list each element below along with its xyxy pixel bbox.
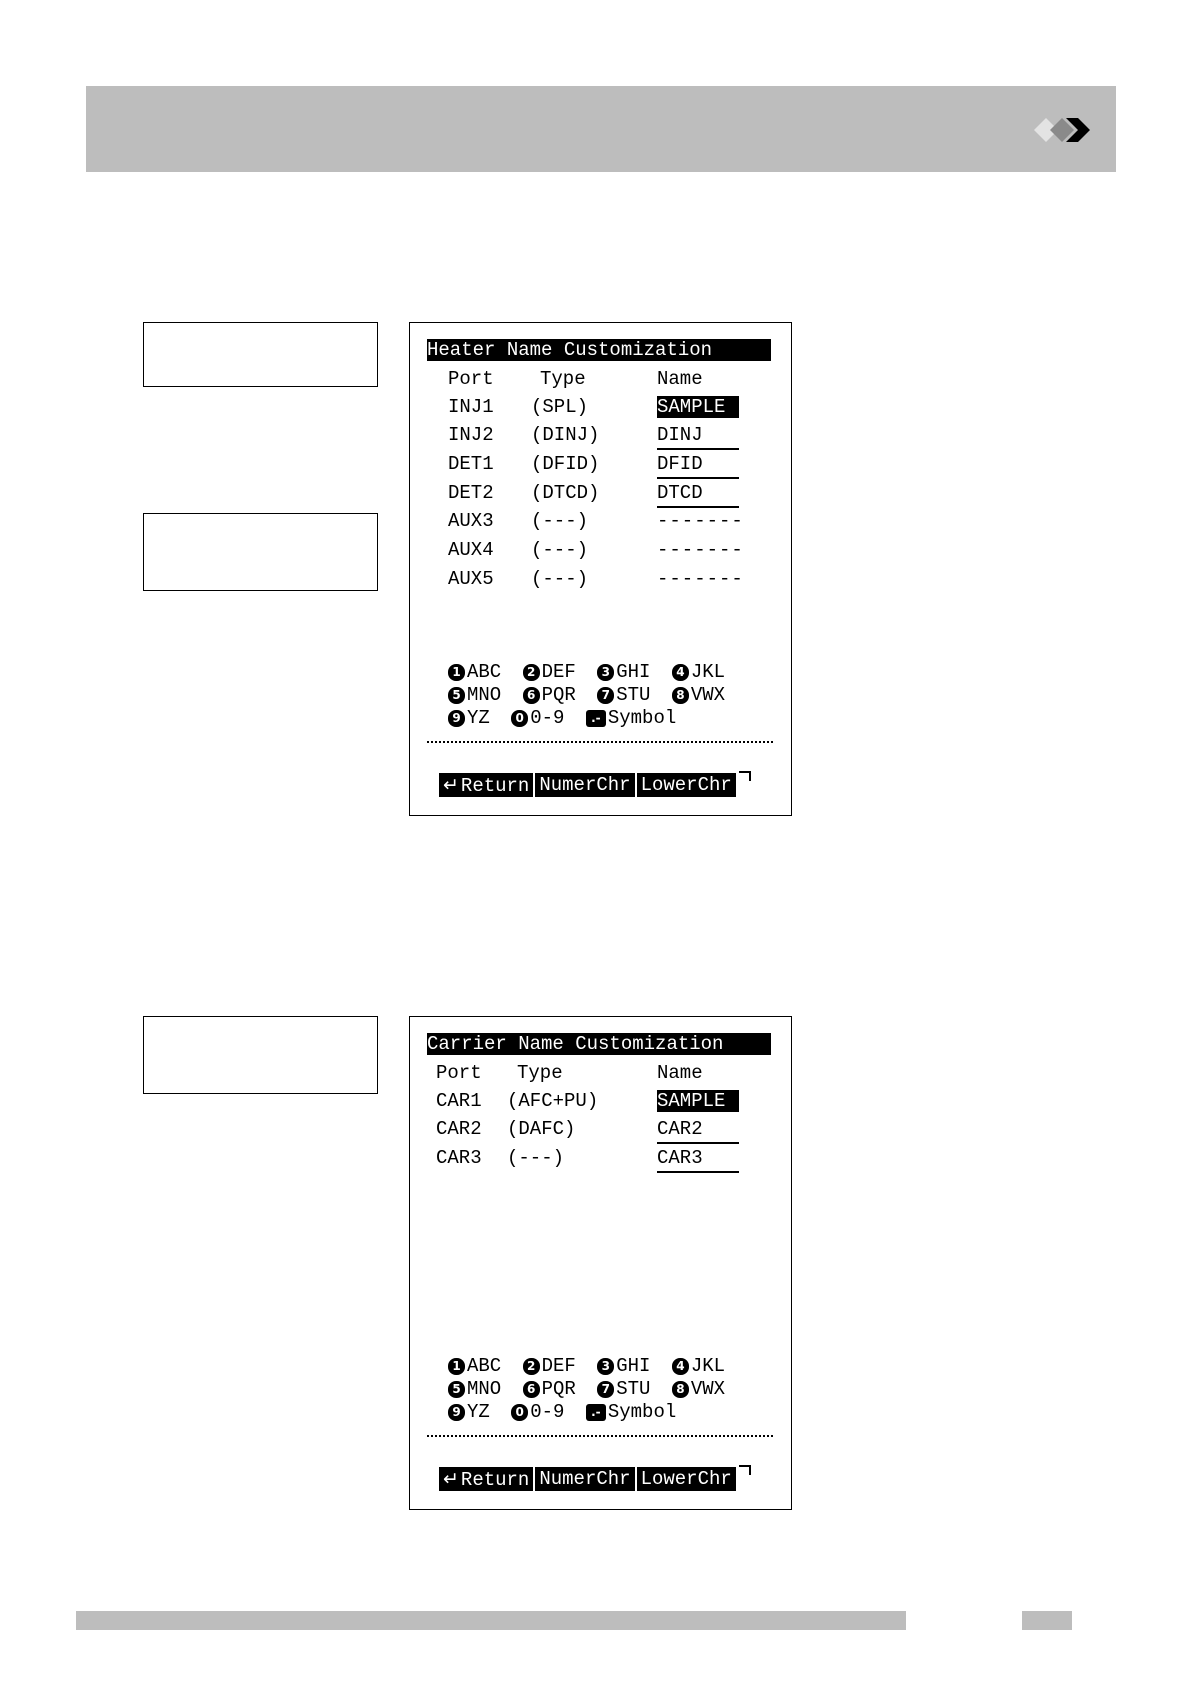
key-label: Symbol [607,1401,677,1423]
key-label: GHI [616,1355,651,1377]
key-badge: 0 [511,710,528,727]
key-badge: 9 [448,710,465,727]
keypad-key[interactable] [448,1401,490,1423]
annotation-box-3 [143,1016,378,1094]
name-field[interactable]: SAMPLE [657,396,739,418]
key-badge: 7 [597,1381,614,1398]
key-label: STU [616,1378,651,1400]
numerchr-button[interactable]: NumerChr [535,1467,636,1491]
column-header-name: Name [657,368,703,390]
type-cell: (---) [531,568,589,590]
port-cell: INJ1 [448,396,494,418]
keypad-key[interactable] [672,684,725,706]
key-label: STU [616,684,651,706]
key-label: PQR [541,684,576,706]
keypad-key[interactable] [523,661,576,683]
softkey-label: Return [460,775,530,797]
key-badge: 9 [448,1404,465,1421]
key-badge: .- [586,1404,606,1421]
key-badge: 6 [523,687,540,704]
keypad-key[interactable] [511,1401,564,1423]
keypad-key[interactable] [448,661,501,683]
keypad-key[interactable] [597,684,650,706]
key-label: YZ [467,707,490,729]
type-cell: (DTCD) [531,482,600,504]
port-cell: AUX3 [448,510,494,532]
keypad-key[interactable] [672,1355,725,1377]
softkey-label: Return [460,1469,530,1491]
column-header-port: Port [436,1062,482,1084]
keypad-row [448,707,676,729]
keypad-row [448,1355,725,1377]
key-badge: 2 [523,664,540,681]
key-badge: 8 [672,1381,689,1398]
keypad-key[interactable] [523,1355,576,1377]
keypad-key[interactable] [597,661,650,683]
type-cell: (DFID) [531,453,600,475]
keypad-key[interactable] [448,684,501,706]
keypad-key[interactable] [523,1378,576,1400]
keypad-key[interactable] [523,684,576,706]
key-label: JKL [690,1355,726,1377]
chevron-right-icon [1032,114,1102,146]
softkey-bar [439,773,736,797]
footer-page-block [1022,1611,1072,1630]
port-cell: AUX5 [448,568,494,590]
keypad-row [448,661,725,683]
key-label: 0-9 [530,707,565,729]
key-badge: 7 [597,687,614,704]
keypad-row [448,1401,676,1423]
column-header-port: Port [448,368,494,390]
type-cell: (SPL) [531,396,589,418]
header-band [86,86,1116,172]
key-label: PQR [541,1378,576,1400]
port-cell: INJ2 [448,424,494,446]
heater-name-screen [409,322,792,816]
screen-title: Carrier Name Customization [427,1033,771,1055]
key-label: MNO [467,1378,502,1400]
carrier-name-screen [409,1016,792,1510]
type-cell: (DINJ) [531,424,600,446]
port-cell: DET1 [448,453,494,475]
key-badge: 3 [597,1358,614,1375]
key-badge: 4 [672,664,689,681]
enter-icon: ↵ [443,1468,459,1490]
port-cell: CAR2 [436,1118,482,1140]
key-badge: 5 [448,687,465,704]
key-badge: 0 [511,1404,528,1421]
enter-icon: ↵ [443,774,459,796]
softkey-bar [439,1467,736,1491]
name-field[interactable]: DTCD [657,482,739,508]
lowerchr-button[interactable]: LowerChr [640,774,732,796]
lowerchr-button[interactable]: LowerChr [640,1468,732,1490]
screen-title: Heater Name Customization [427,339,771,361]
key-badge: 1 [448,664,465,681]
keypad-row [448,684,725,706]
keypad-key[interactable] [586,1401,676,1423]
key-label: YZ [467,1401,490,1423]
key-label: Symbol [607,707,677,729]
name-field[interactable]: CAR3 [657,1147,739,1173]
type-cell: (---) [531,539,589,561]
keypad-key[interactable] [448,1378,501,1400]
port-cell: CAR1 [436,1090,482,1112]
return-button[interactable] [439,1467,535,1491]
key-label: DEF [541,661,576,683]
footer-bar [76,1611,906,1630]
keypad-key[interactable] [672,661,725,683]
keypad-key[interactable] [511,707,564,729]
name-field[interactable]: ------- [657,568,744,590]
key-badge: 2 [523,1358,540,1375]
column-header-name: Name [657,1062,703,1084]
name-field[interactable]: ------- [657,539,744,561]
keypad-key[interactable] [448,1355,501,1377]
name-field[interactable]: DINJ [657,424,739,450]
key-badge: 6 [523,1381,540,1398]
key-label: GHI [616,661,651,683]
name-field[interactable]: CAR2 [657,1118,739,1144]
return-button[interactable] [439,773,535,797]
key-badge: 1 [448,1358,465,1375]
key-label: VWX [690,1378,726,1400]
key-badge: 5 [448,1381,465,1398]
name-field[interactable]: DFID [657,453,739,479]
numerchr-button[interactable]: NumerChr [535,773,636,797]
key-label: ABC [467,1355,502,1377]
key-label: ABC [467,661,502,683]
port-cell: DET2 [448,482,494,504]
key-badge: .- [586,710,606,727]
keypad-key[interactable] [448,707,490,729]
type-cell: (DAFC) [507,1118,576,1140]
name-field[interactable]: ------- [657,510,744,532]
key-label: 0-9 [530,1401,565,1423]
keypad-key[interactable] [597,1355,650,1377]
key-badge: 8 [672,687,689,704]
port-cell: AUX4 [448,539,494,561]
key-label: VWX [690,684,726,706]
type-cell: (AFC+PU) [507,1090,599,1112]
key-badge: 3 [597,664,614,681]
column-header-type: Type [540,368,586,390]
port-cell: CAR3 [436,1147,482,1169]
page-tab-icon [739,771,751,781]
key-label: JKL [690,661,726,683]
keypad-row [448,1378,725,1400]
name-field[interactable]: SAMPLE [657,1090,739,1112]
type-cell: (---) [507,1147,565,1169]
keypad-key[interactable] [597,1378,650,1400]
key-label: DEF [541,1355,576,1377]
column-header-type: Type [517,1062,563,1084]
key-label: MNO [467,684,502,706]
keypad-key[interactable] [586,707,676,729]
divider [427,741,773,743]
key-badge: 4 [672,1358,689,1375]
annotation-box-1 [143,322,378,387]
keypad-key[interactable] [672,1378,725,1400]
page-tab-icon [739,1465,751,1475]
divider [427,1435,773,1437]
annotation-box-2 [143,513,378,591]
type-cell: (---) [531,510,589,532]
